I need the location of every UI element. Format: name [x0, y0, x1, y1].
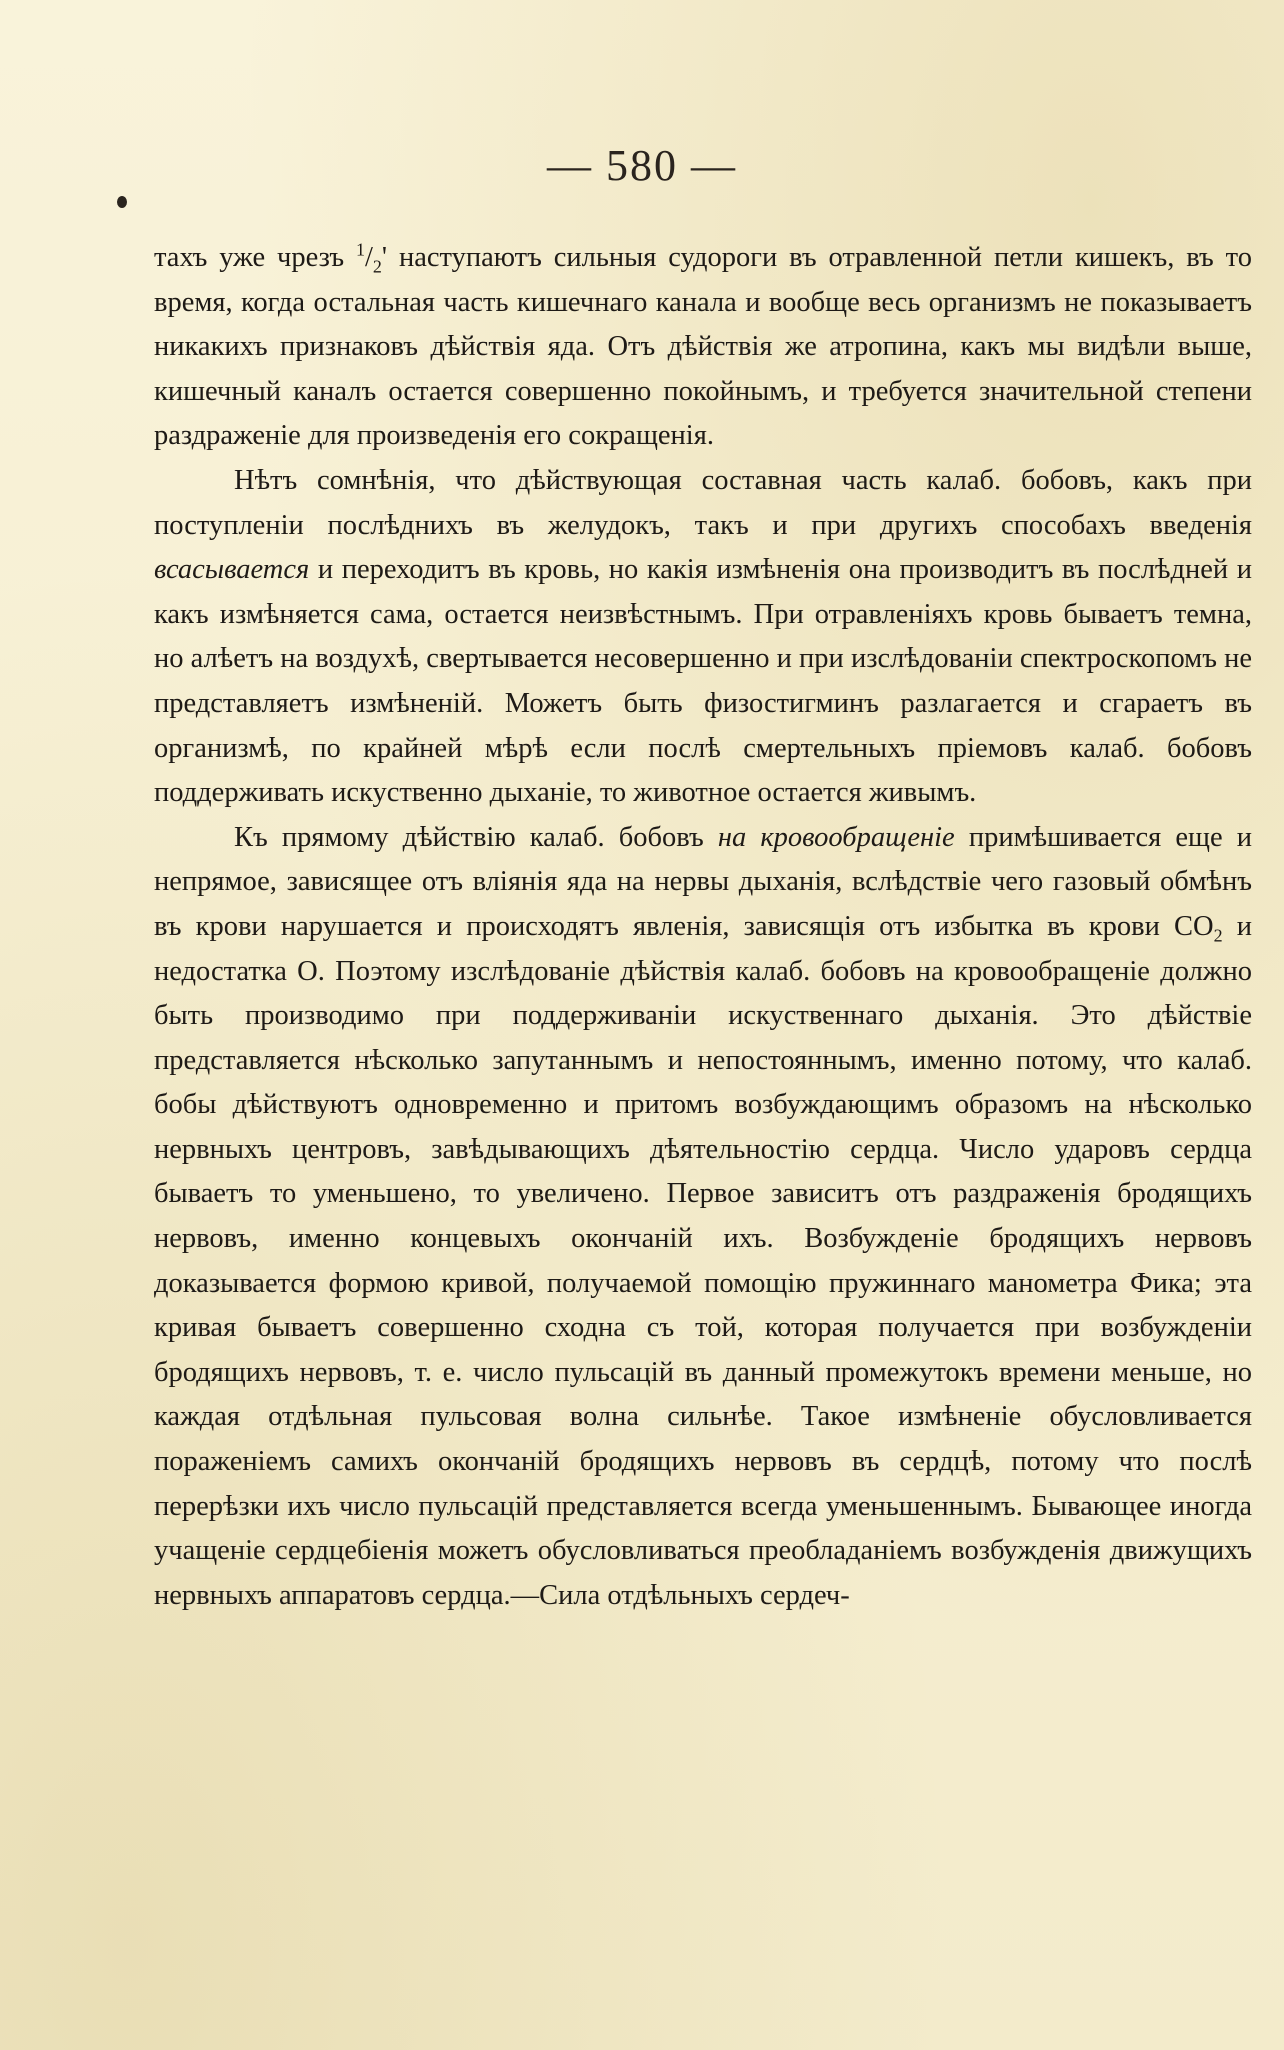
- italic-term: всасывается: [154, 554, 310, 586]
- body-text: [154, 236, 1252, 1618]
- paragraph: [154, 236, 1252, 459]
- text-run: Къ прямому дѣйствію калаб. бобовъ: [234, 821, 718, 853]
- ink-spot: [117, 196, 127, 208]
- fraction-numerator: 1: [356, 239, 365, 260]
- subscript: 2: [1213, 925, 1223, 946]
- fraction-slash: /: [365, 242, 373, 273]
- text-run: и переходитъ въ кровь, но какія измѣненія она производитъ въ послѣдней и какъ измѣняется сама, остается неизвѣстнымъ. При отравленіяхъ кровь бываетъ темна, но алѣетъ на воздухѣ, свертывается несовершенно и при изслѣдованіи спектроскопомъ не представляетъ измѣненій. Можетъ быть физостигминъ разлагается и сгараетъ въ организмѣ, по крайней мѣрѣ если послѣ смертельныхъ пріемовъ калаб. бобовъ поддерживать искуственно дыханіе, то животное остается живымъ.: [154, 554, 1252, 809]
- paragraph: [154, 816, 1252, 1619]
- fraction-denominator: 2: [372, 256, 382, 277]
- text-run: ' наступаютъ сильныя судороги въ отравленной петли кишекъ, въ то время, когда остальная часть кишечнаго канала и вообще весь организмъ не показываетъ никакихъ признаковъ дѣйствія яда. Отъ дѣйствія же атропина, какъ мы видѣли выше, кишечный каналъ остается совершенно покойнымъ, и требуется значительной степени раздраженіе для произведенія его сокращенія.: [154, 242, 1252, 452]
- italic-term: на кровообращеніе: [717, 821, 955, 853]
- text-run: и недостатка O. Поэтому изслѣдованіе дѣйствія калаб. бобовъ на кровообращеніе должно быть производимо при поддерживаніи искуственнаго дыханія. Это дѣйствіе представляется нѣсколько запутаннымъ и непостояннымъ, именно потому, что калаб. бобы дѣйствуютъ одновременно и притомъ возбуждающимъ образомъ на нѣсколько нервныхъ центровъ, завѣдывающихъ дѣятельностію сердца. Число ударовъ сердца бываетъ то уменьшено, то увеличено. Первое зависитъ отъ раздраженія бродящихъ нервовъ, именно концевыхъ окончаній ихъ. Возбужденіе бродящихъ нервовъ доказывается формою кривой, получаемой помощію пружиннаго манометра Фика; эта кривая бываетъ совершенно сходна съ той, которая получается при возбужденіи бродящихъ нервовъ, т. е. число пульсацій въ данный промежутокъ времени меньше, но каждая отдѣльная пульсовая волна сильнѣе. Такое измѣненіе обусловливается пораженіемъ самихъ окончаній бродящихъ нервовъ въ сердцѣ, потому что послѣ перерѣзки ихъ число пульсацій представляется всегда уменьшеннымъ. Бывающее иногда учащеніе сердцебіенія можетъ обусловливаться преобладаніемъ возбужденія движущихъ нервныхъ аппаратовъ сердца.—Сила отдѣльныхъ сердеч-: [154, 910, 1252, 1611]
- paragraph: [154, 459, 1252, 816]
- text-run: примѣшивается еще и непрямое, зависящее отъ вліянія яда на нервы дыханія, вслѣдствіе чего газовый обмѣнъ въ крови нарушается и происходятъ явленія, зависящія отъ избытка въ крови CO: [154, 821, 1252, 942]
- page-number: — 580 —: [547, 141, 737, 190]
- text-run: тахъ уже чрезъ: [154, 242, 356, 273]
- text-run: Нѣтъ сомнѣнія, что дѣйствующая составная часть калаб. бобовъ, какъ при поступленіи послѣднихъ въ желудокъ, такъ и при другихъ способахъ введенія: [154, 464, 1252, 541]
